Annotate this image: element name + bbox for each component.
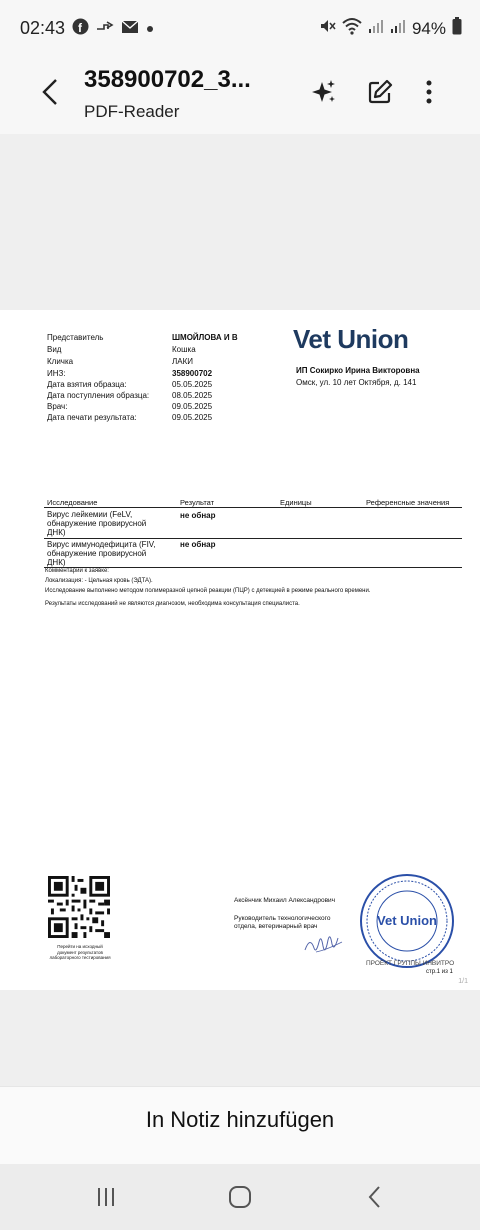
doctor-role: отдела, ветеринарный врач [234,923,318,930]
system-icons [318,17,462,40]
wifi-icon [342,17,362,40]
back-nav-icon [367,1185,383,1209]
meta-value: 09.05.2025 [172,413,213,422]
qr-caption [44,944,116,961]
test-result: не обнар [180,511,216,520]
table-row [47,540,177,567]
meta-label: ИНЗ: [47,369,66,378]
signature-icon [302,928,346,958]
bottom-action-bar [0,1086,480,1164]
battery-icon [452,17,462,40]
pdf-page [0,310,480,990]
header-result: Результат [180,498,215,507]
test-name-line: обнаружение провирусной [47,549,147,558]
test-name-line: Вирус иммунодефицита (FIV, [47,540,156,549]
signal-icon [368,18,384,39]
meta-label: Врач: [47,402,68,411]
home-icon [228,1185,252,1209]
pdf-viewer[interactable] [0,134,480,1086]
stamp-icon [358,872,456,970]
vet-union-logo: Vet Union [293,324,409,354]
localization-note: Локализация: - Цельная кровь (ЭДТА). [45,578,153,584]
page-counter: 1/1 [458,978,468,985]
meta-value: 05.05.2025 [172,380,213,389]
more-options-button[interactable] [411,74,447,110]
doctor-name: Аксёнчик Михаил Александрович [234,897,336,904]
qr-code-icon [48,876,110,938]
test-result: не обнар [180,540,216,549]
notification-icons [72,18,154,40]
app-bar [0,56,480,134]
page-info: стр.1 из 1 [426,969,453,975]
meta-value: 08.05.2025 [172,391,213,400]
ai-assist-button[interactable] [306,74,342,110]
app-subtitle: PDF-Reader [84,102,180,121]
meta-label: Кличка [47,357,74,366]
test-name-line: Вирус лейкемии (FeLV, [47,510,133,519]
mail-icon [121,20,139,39]
add-to-note-button[interactable]: In Notiz hinzufügen [145,1107,335,1132]
meta-value: 358900702 [172,369,213,378]
meta-value: Кошка [172,345,196,354]
project-label: ПРОЕКТ ГРУППЫ ИНВИТРО [366,960,455,967]
test-name-line: ДНК) [47,528,66,537]
clinic-name: ИП Сокирко Ирина Викторовна [296,366,420,375]
mute-icon [318,17,336,40]
meta-label: Дата взятия образца: [47,380,127,389]
svg-text:f: f [78,21,82,35]
document-title: 358900702_3... [84,66,251,93]
doctor-role: Руководитель технологического [234,915,331,922]
back-icon [40,77,60,107]
navigation-bar [0,1164,480,1230]
meta-value: ЛАКИ [172,357,193,366]
meta-value: ШМОЙЛОВА И В [172,333,238,342]
back-button[interactable] [30,72,70,112]
meta-value: 09.05.2025 [172,402,213,411]
comment-label: Комментарии к заявке: [45,568,109,574]
status-bar [0,0,480,56]
table-divider [44,538,462,539]
stamp-text: Vet Union [377,913,437,928]
more-icon [425,78,433,106]
method-note: Исследование выполнено методом полимеразной цепной реакции (ПЦР) с детекцией в режиме реального времени. [45,588,371,594]
dot-icon [146,20,154,38]
recent-apps-icon [95,1186,117,1208]
test-name-line: обнаружение провирусной [47,519,147,528]
table-divider [44,507,462,508]
header-test: Исследование [47,498,98,507]
status-time: 02:43 [20,18,66,38]
clinic-address: Омск, ул. 10 лет Октября, д. 141 [296,378,417,387]
table-row [47,510,177,537]
facebook-icon [72,18,89,40]
edit-icon [366,78,394,106]
battery-text: 94% [411,18,446,38]
back-nav-button[interactable] [355,1182,395,1212]
edit-button[interactable] [362,74,398,110]
recent-apps-button[interactable] [86,1182,126,1212]
home-button[interactable] [220,1182,260,1212]
header-units: Единицы [280,498,312,507]
call-forward-icon [96,20,114,39]
sparkle-icon [310,78,338,106]
meta-label: Дата печати результата: [47,413,137,422]
qr-caption-line: документ результатов [57,949,103,955]
qr-caption-line: лабораторного тестирования [49,955,111,960]
meta-label: Вид [47,345,62,354]
test-name-line: ДНК) [47,558,66,567]
qr-caption-line: Перейти на исходный [57,944,103,949]
meta-label: Дата поступления образца: [47,391,150,400]
meta-label: Представитель [47,333,104,342]
header-reference: Референсные значения [366,498,450,507]
disclaimer-note: Результаты исследований не являются диагнозом, необходима консультация специалиста. [45,601,300,607]
signal-icon [390,18,406,39]
